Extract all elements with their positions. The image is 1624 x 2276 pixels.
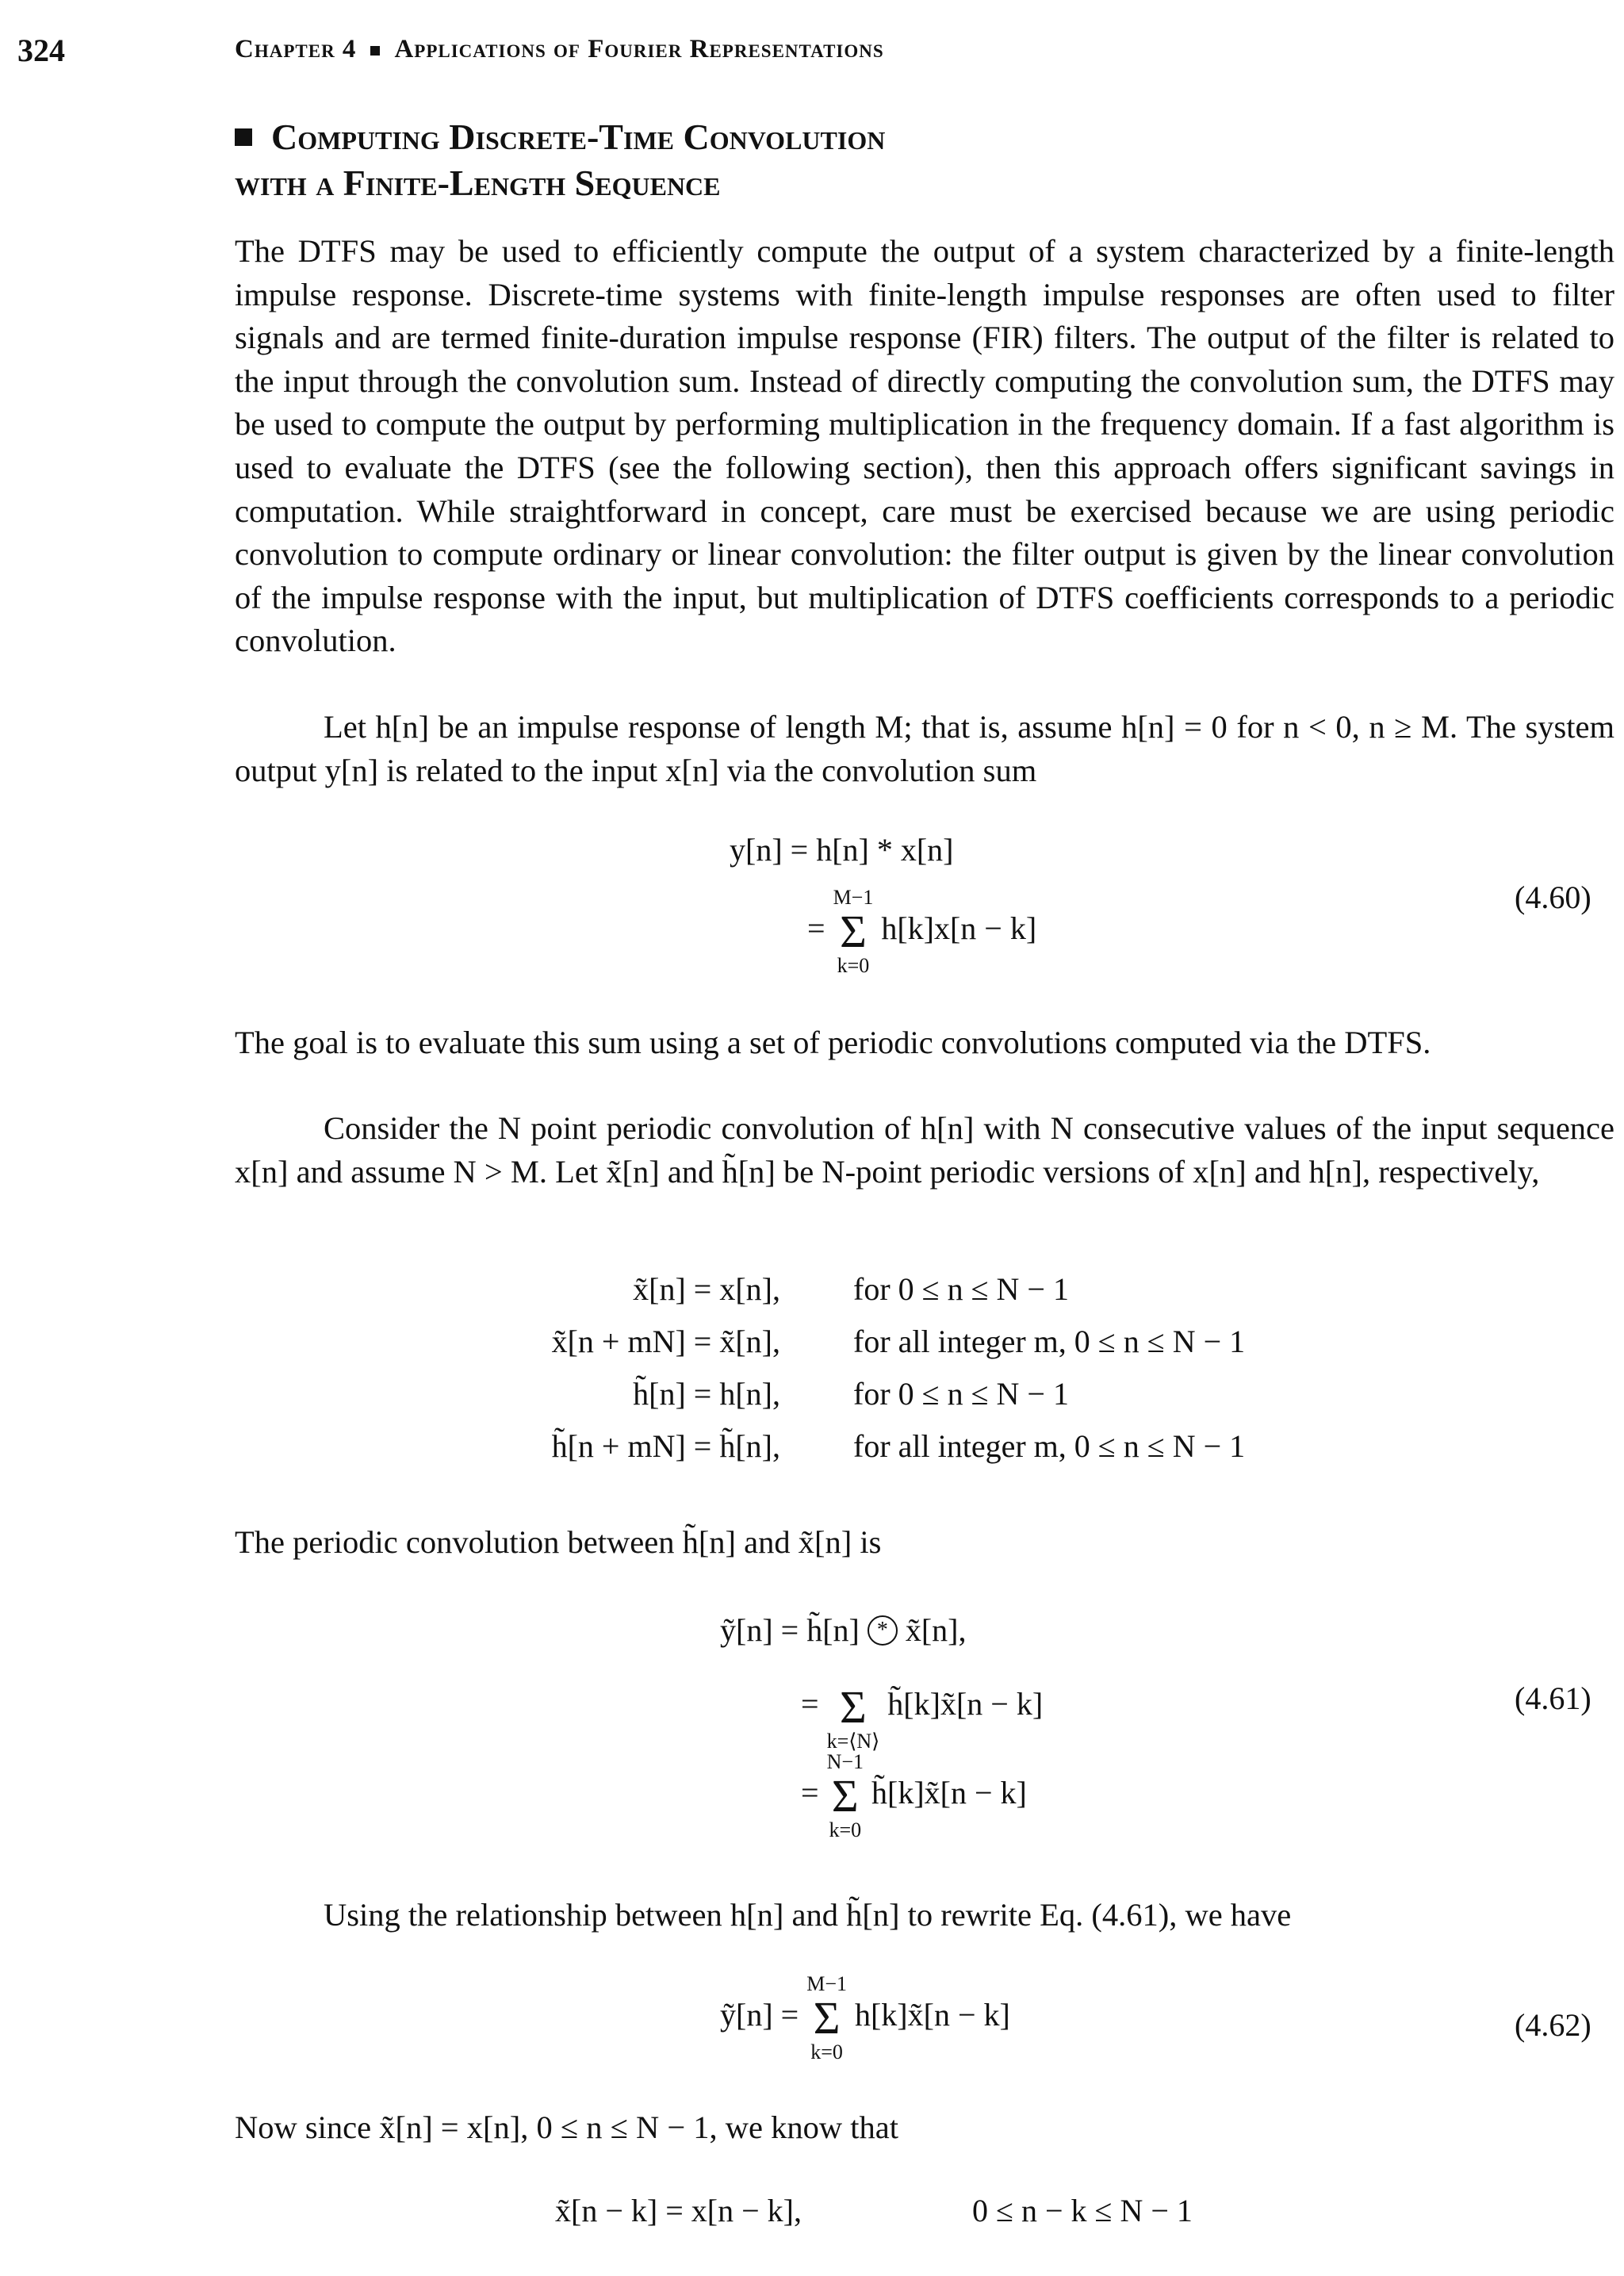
- sigma-symbol: Σ: [840, 1681, 867, 1733]
- sum-lower-limit: k=0: [810, 2040, 843, 2063]
- def-cond-2: for all integer m, 0 ≤ n ≤ N − 1: [853, 1324, 1246, 1359]
- eq461-lhs: ỹ[n] =: [720, 1612, 799, 1648]
- separator-square-icon: [370, 46, 380, 56]
- eq462: [720, 1973, 1010, 2063]
- paragraph-now-since: Now since x̃[n] = x[n], 0 ≤ n ≤ N − 1, we know that: [235, 2109, 898, 2145]
- equals-sign: =: [801, 1686, 819, 1722]
- eq460-number: (4.60): [1515, 879, 1591, 915]
- def-cond-1: for 0 ≤ n ≤ N − 1: [853, 1271, 1069, 1307]
- paragraph-periodic-versions: Consider the N point periodic convolution of h[n] with N consecutive values of the input sequence x[n] and assume N > M. Let x̃[n] and h̃[n] be N-point periodic versions of x[n] and h[n], respectively,: [235, 1110, 1614, 1190]
- sum-lower-limit: k=0: [837, 954, 870, 977]
- paragraph-impulse-response: Let h[n] be an impulse response of length M; that is, assume h[n] = 0 for n < 0, n ≥ M. The system output y[n] is related to the input x[n] via the convolution sum: [235, 709, 1614, 788]
- page-number: 324: [17, 33, 65, 68]
- summation: [806, 1973, 847, 2063]
- eq461-summand-2: h̃[k]x̃[n − k]: [871, 1775, 1027, 1811]
- eq462-number: (4.62): [1515, 2007, 1591, 2043]
- eq461-line2: [801, 1662, 1043, 1753]
- circular-convolution-icon: *: [868, 1615, 898, 1646]
- chapter-label: Chapter 4: [235, 35, 357, 63]
- paragraph-intro: The DTFS may be used to efficiently compute the output of a system characterized by a finite-length impulse response. Discrete-time systems with finite-length impulse responses are often used to filter signals and are termed finite-duration impulse response (FIR) filters. The output of the filter is related to the input through the convolution sum. Instead of directly computing the convolution sum, the DTFS may be used to compute the output by performing multiplication in the frequency domain. If a fast algorithm is used to evaluate the DTFS (see the following section), then this approach offers significant savings in computation. While straightforward in concept, care must be exercised because we are using periodic convolution to compute ordinary or linear convolution: the filter output is given by the linear convolution of the impulse response with the input, but multiplication of DTFS coefficients corresponds to a periodic convolution.: [235, 233, 1614, 659]
- sum-lower-limit: k=0: [829, 1818, 862, 1841]
- def-lhs-4: h̃[n + mN] = h̃[n],: [551, 1428, 780, 1464]
- sigma-symbol: Σ: [813, 1992, 841, 2044]
- eq461-summand-1: h̃[k]x̃[n − k]: [887, 1686, 1044, 1722]
- def-lhs-2: x̃[n + mN] = x̃[n],: [551, 1324, 780, 1359]
- eq461-h-tilde: h̃[n]: [806, 1612, 860, 1648]
- sum-upper-limit: N−1: [826, 1750, 864, 1773]
- section-title-line2: with a Finite-Length Sequence: [235, 163, 721, 203]
- paragraph-periodic-conv: The periodic convolution between h̃[n] and x̃[n] is: [235, 1524, 882, 1560]
- def-lhs-1: x̃[n] = x[n],: [633, 1271, 780, 1307]
- eq462-summand: h[k]x̃[n − k]: [854, 1997, 1010, 2033]
- equals-sign: =: [807, 910, 825, 947]
- eq-last-lhs: x̃[n − k] = x[n − k],: [555, 2193, 802, 2228]
- def-lhs-3: h̃[n] = h[n],: [633, 1376, 780, 1412]
- def-cond-4: for all integer m, 0 ≤ n ≤ N − 1: [853, 1428, 1246, 1464]
- eq460-line2: [807, 887, 1036, 977]
- sum-lower-limit: k=⟨N⟩: [826, 1730, 880, 1753]
- sum-upper-limit: M−1: [833, 886, 874, 909]
- summation: [833, 887, 874, 977]
- section-bullet-icon: [235, 128, 252, 146]
- eq-last-cond: 0 ≤ n − k ≤ N − 1: [972, 2193, 1193, 2228]
- summation: [827, 1751, 864, 1841]
- eq461-x-tilde: x̃[n],: [905, 1612, 967, 1648]
- summation: [827, 1662, 880, 1753]
- chapter-title: Applications of Fourier Representations: [394, 35, 884, 63]
- section-title-line1: Computing Discrete-Time Convolution: [271, 117, 886, 157]
- paragraph-goal: The goal is to evaluate this sum using a set of periodic convolutions computed via the DTFS.: [235, 1025, 1431, 1060]
- eq462-lhs: ỹ[n] =: [720, 1997, 799, 2033]
- eq461-line1: [720, 1611, 966, 1649]
- equals-sign: =: [801, 1775, 819, 1811]
- running-head: [235, 35, 884, 64]
- sum-upper-limit: M−1: [806, 1972, 847, 1995]
- eq461-number: (4.61): [1515, 1680, 1591, 1716]
- eq460-summand: h[k]x[n − k]: [881, 910, 1037, 947]
- paragraph-rewrite: Using the relationship between h[n] and h̃[n] to rewrite Eq. (4.61), we have: [324, 1897, 1292, 1933]
- def-cond-3: for 0 ≤ n ≤ N − 1: [853, 1376, 1069, 1412]
- eq460-line1: y[n] = h[n] * x[n]: [730, 832, 954, 868]
- eq461-line3: [801, 1751, 1027, 1841]
- section-title: [235, 114, 885, 206]
- sigma-symbol: Σ: [840, 906, 867, 957]
- sigma-symbol: Σ: [831, 1770, 859, 1822]
